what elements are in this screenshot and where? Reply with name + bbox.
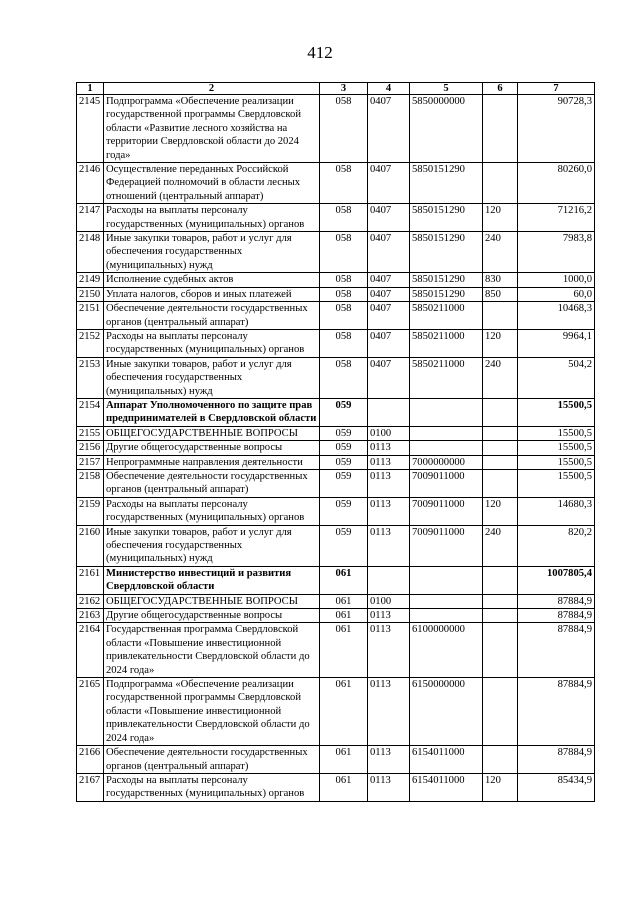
column-header: 2 [104,83,320,95]
target-code [410,441,483,455]
table-row [77,426,595,440]
target-code: 5850151290 [410,273,483,287]
expense-type [483,594,518,608]
expense-type: 240 [483,357,518,398]
row-name: Другие общегосударственные вопросы [104,609,320,623]
amount: 71216,2 [518,204,595,232]
ministry-code: 059 [320,497,368,525]
budget-table [76,82,595,802]
header-row [77,83,595,95]
target-code: 6100000000 [410,623,483,678]
row-name: Уплата налогов, сборов и иных платежей [104,287,320,301]
table-row [77,497,595,525]
row-number: 2158 [77,469,104,497]
section-code: 0113 [368,455,410,469]
expense-type: 120 [483,773,518,801]
ministry-code: 058 [320,232,368,273]
target-code: 7009011000 [410,497,483,525]
table-row [77,273,595,287]
target-code [410,398,483,426]
amount: 87884,9 [518,594,595,608]
amount: 80260,0 [518,163,595,204]
target-code: 5850151290 [410,287,483,301]
expense-type [483,95,518,163]
target-code: 5850000000 [410,95,483,163]
section-code: 0407 [368,302,410,330]
ministry-code: 059 [320,398,368,426]
row-number: 2147 [77,204,104,232]
amount: 1007805,4 [518,566,595,594]
expense-type [483,302,518,330]
row-number: 2148 [77,232,104,273]
table-row [77,287,595,301]
section-code: 0113 [368,746,410,774]
ministry-code: 059 [320,455,368,469]
table-row [77,455,595,469]
row-name: Иные закупки товаров, работ и услуг для обеспечения государственных (муниципальных) нужд [104,525,320,566]
expense-type [483,441,518,455]
row-name: Аппарат Уполномоченного по защите прав предпринимателей в Свердловской области [104,398,320,426]
section-code: 0113 [368,623,410,678]
target-code: 5850151290 [410,163,483,204]
ministry-code: 061 [320,623,368,678]
expense-type [483,609,518,623]
amount: 820,2 [518,525,595,566]
row-number: 2146 [77,163,104,204]
row-number: 2165 [77,678,104,746]
row-number: 2157 [77,455,104,469]
row-number: 2160 [77,525,104,566]
section-code: 0407 [368,95,410,163]
amount: 87884,9 [518,678,595,746]
section-code [368,398,410,426]
section-code: 0113 [368,469,410,497]
section-code: 0113 [368,609,410,623]
table-row [77,204,595,232]
expense-type [483,746,518,774]
section-code: 0407 [368,329,410,357]
table-row [77,302,595,330]
row-number: 2161 [77,566,104,594]
expense-type [483,566,518,594]
row-name: Подпрограмма «Обеспечение реализации государственной программы Свердловской области «Развитие лесного хозяйства на территории Свердловской области до 2024 года» [104,95,320,163]
table-row [77,398,595,426]
ministry-code: 061 [320,594,368,608]
target-code: 6154011000 [410,773,483,801]
row-number: 2151 [77,302,104,330]
table-row [77,469,595,497]
row-number: 2145 [77,95,104,163]
section-code: 0113 [368,678,410,746]
table-row [77,566,595,594]
ministry-code: 058 [320,163,368,204]
target-code: 6154011000 [410,746,483,774]
ministry-code: 058 [320,273,368,287]
section-code: 0113 [368,441,410,455]
expense-type: 240 [483,232,518,273]
column-header: 7 [518,83,595,95]
ministry-code: 059 [320,469,368,497]
expense-type: 120 [483,204,518,232]
target-code [410,609,483,623]
page-number: 412 [307,43,333,62]
table-row [77,232,595,273]
ministry-code: 061 [320,746,368,774]
row-number: 2152 [77,329,104,357]
amount: 85434,9 [518,773,595,801]
table-row [77,746,595,774]
ministry-code: 058 [320,204,368,232]
target-code [410,594,483,608]
ministry-code: 058 [320,287,368,301]
amount: 90728,3 [518,95,595,163]
amount: 10468,3 [518,302,595,330]
column-header: 3 [320,83,368,95]
target-code: 5850211000 [410,329,483,357]
row-name: Обеспечение деятельности государственных органов (центральный аппарат) [104,746,320,774]
target-code: 7009011000 [410,469,483,497]
row-number: 2166 [77,746,104,774]
expense-type [483,678,518,746]
expense-type: 120 [483,497,518,525]
row-name: Непрограммные направления деятельности [104,455,320,469]
row-number: 2164 [77,623,104,678]
target-code: 5850151290 [410,204,483,232]
table-row [77,623,595,678]
target-code [410,566,483,594]
row-name: Иные закупки товаров, работ и услуг для обеспечения государственных (муниципальных) нужд [104,232,320,273]
table-row [77,525,595,566]
section-code: 0407 [368,204,410,232]
expense-type [483,455,518,469]
amount: 14680,3 [518,497,595,525]
row-name: Государственная программа Свердловской области «Повышение инвестиционной привлекательности Свердловской области до 2024 года» [104,623,320,678]
section-code: 0407 [368,287,410,301]
amount: 87884,9 [518,623,595,678]
column-header: 4 [368,83,410,95]
expense-type: 120 [483,329,518,357]
row-name: Иные закупки товаров, работ и услуг для обеспечения государственных (муниципальных) нужд [104,357,320,398]
table-row [77,678,595,746]
amount: 87884,9 [518,609,595,623]
section-code: 0407 [368,232,410,273]
amount: 504,2 [518,357,595,398]
amount: 87884,9 [518,746,595,774]
ministry-code: 058 [320,95,368,163]
ministry-code: 059 [320,525,368,566]
row-number: 2159 [77,497,104,525]
target-code: 5850211000 [410,302,483,330]
row-name: Расходы на выплаты персоналу государственных (муниципальных) органов [104,773,320,801]
target-code [410,426,483,440]
column-header: 6 [483,83,518,95]
amount: 60,0 [518,287,595,301]
ministry-code: 059 [320,441,368,455]
table-row [77,357,595,398]
row-number: 2162 [77,594,104,608]
ministry-code: 061 [320,566,368,594]
row-name: Обеспечение деятельности государственных органов (центральный аппарат) [104,469,320,497]
row-name: Исполнение судебных актов [104,273,320,287]
row-number: 2155 [77,426,104,440]
target-code: 7000000000 [410,455,483,469]
ministry-code: 059 [320,426,368,440]
ministry-code: 058 [320,302,368,330]
table-row [77,773,595,801]
expense-type [483,469,518,497]
column-header: 5 [410,83,483,95]
table-row [77,329,595,357]
target-code: 5850211000 [410,357,483,398]
expense-type: 850 [483,287,518,301]
table-row [77,594,595,608]
expense-type: 830 [483,273,518,287]
amount: 15500,5 [518,455,595,469]
section-code: 0100 [368,426,410,440]
amount: 15500,5 [518,398,595,426]
table-row [77,609,595,623]
row-number: 2150 [77,287,104,301]
section-code [368,566,410,594]
row-name: Обеспечение деятельности государственных органов (центральный аппарат) [104,302,320,330]
row-number: 2163 [77,609,104,623]
row-name: Осуществление переданных Российской Федерацией полномочий в области лесных отношений (центральный аппарат) [104,163,320,204]
ministry-code: 058 [320,329,368,357]
column-header: 1 [77,83,104,95]
amount: 7983,8 [518,232,595,273]
row-number: 2153 [77,357,104,398]
table-row [77,441,595,455]
expense-type [483,426,518,440]
target-code: 6150000000 [410,678,483,746]
row-number: 2154 [77,398,104,426]
ministry-code: 058 [320,357,368,398]
row-name: Другие общегосударственные вопросы [104,441,320,455]
amount: 15500,5 [518,469,595,497]
section-code: 0113 [368,497,410,525]
table-row [77,95,595,163]
row-name: Подпрограмма «Обеспечение реализации государственной программы Свердловской области «Повышение инвестиционной привлекательности Свердловской области до 2024 года» [104,678,320,746]
amount: 9964,1 [518,329,595,357]
expense-type [483,163,518,204]
section-code: 0113 [368,525,410,566]
row-name: Расходы на выплаты персоналу государственных (муниципальных) органов [104,329,320,357]
expense-type: 240 [483,525,518,566]
expense-type [483,623,518,678]
expense-type [483,398,518,426]
amount: 1000,0 [518,273,595,287]
row-number: 2149 [77,273,104,287]
row-number: 2167 [77,773,104,801]
section-code: 0113 [368,773,410,801]
ministry-code: 061 [320,678,368,746]
row-name: Расходы на выплаты персоналу государственных (муниципальных) органов [104,497,320,525]
row-name: ОБЩЕГОСУДАРСТВЕННЫЕ ВОПРОСЫ [104,594,320,608]
row-name: Расходы на выплаты персоналу государственных (муниципальных) органов [104,204,320,232]
target-code: 7009011000 [410,525,483,566]
amount: 15500,5 [518,426,595,440]
section-code: 0100 [368,594,410,608]
amount: 15500,5 [518,441,595,455]
target-code: 5850151290 [410,232,483,273]
row-name: ОБЩЕГОСУДАРСТВЕННЫЕ ВОПРОСЫ [104,426,320,440]
section-code: 0407 [368,273,410,287]
section-code: 0407 [368,357,410,398]
row-name: Министерство инвестиций и развития Свердловской области [104,566,320,594]
section-code: 0407 [368,163,410,204]
ministry-code: 061 [320,773,368,801]
row-number: 2156 [77,441,104,455]
table-row [77,163,595,204]
ministry-code: 061 [320,609,368,623]
